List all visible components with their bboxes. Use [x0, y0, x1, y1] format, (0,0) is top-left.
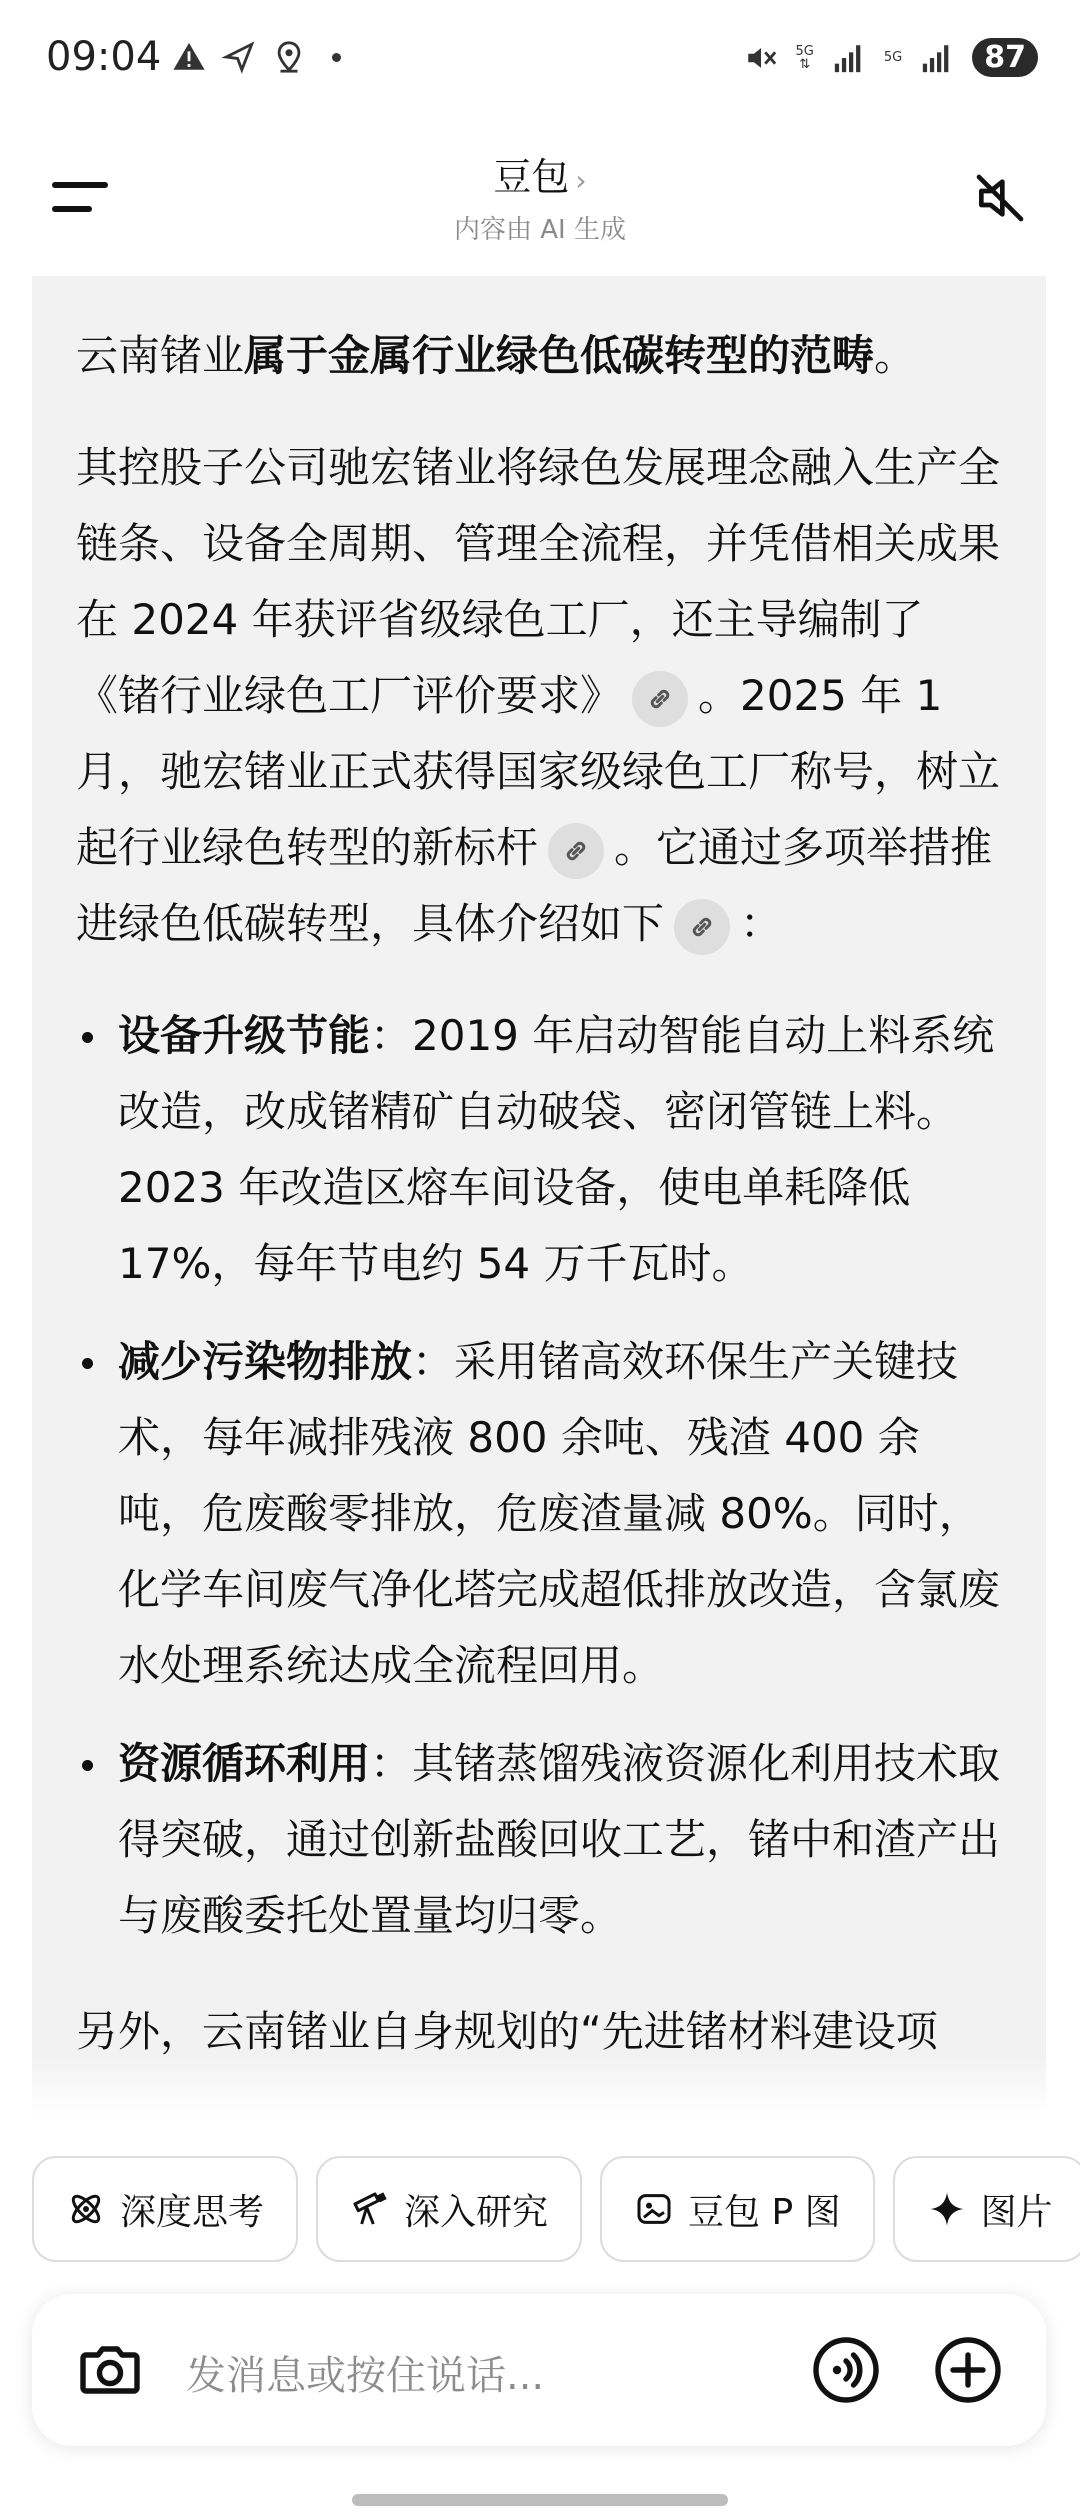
telescope-icon: [350, 2189, 390, 2229]
mute-vibrate-icon: [744, 41, 778, 75]
title-block[interactable]: [0, 146, 1080, 246]
scroll-fade: [32, 2056, 1046, 2116]
quick-action-chips: [32, 2156, 1080, 2262]
message-paragraph-1: 云南锗业属于金属行业绿色低碳转型的范畴。: [76, 331, 917, 380]
reference-link-button[interactable]: [548, 823, 604, 879]
add-button[interactable]: [932, 2334, 1004, 2406]
image-edit-icon: [634, 2189, 674, 2229]
chip-label: 图片: [980, 2191, 1053, 2233]
image-generate-chip[interactable]: [893, 2156, 1080, 2262]
home-indicator[interactable]: [352, 2494, 728, 2506]
assistant-message: [32, 276, 1046, 2116]
list-item: 设备升级节能：2019 年启动智能自动上料系统改造，改成锗精矿自动破袋、密闭管链上料。2023 年改造区熔车间设备，使电单耗降低 17%，每年节电约 54 万千瓦时。: [76, 998, 1002, 1302]
sparkle-icon: [927, 2189, 967, 2229]
link-icon: [686, 911, 718, 943]
message-paragraph-2: 其控股子公司驰宏锗业将绿色发展理念融入生产全链条、设备全周期、管理全流程，并凭借相关成果在 2024 年获评省级绿色工厂，还主导编制了《锗行业绿色工厂评价要求》 。2025 年 1 月，驰宏锗业正式获得国家级绿色工厂称号，树立起行业绿色转型的新标杆 。它通过多项举措推进绿色低碳转型，具体介绍如下 ：: [76, 430, 1002, 962]
network-5g-1: 5G ⇅: [795, 43, 814, 72]
chip-label: 深入研究: [404, 2191, 549, 2233]
signal-icon-2: [920, 41, 954, 75]
link-icon: [644, 683, 676, 715]
chip-label: 豆包 P 图: [688, 2191, 841, 2233]
signal-icon: [832, 41, 866, 75]
warning-icon: [172, 40, 206, 74]
deep-think-chip[interactable]: [32, 2156, 298, 2262]
ai-disclaimer: 内容由 AI 生成: [454, 215, 626, 245]
status-time: 09:04: [46, 34, 162, 80]
speaker-off-button[interactable]: [972, 170, 1028, 226]
send-arrow-icon: [222, 40, 256, 74]
status-bar: [0, 0, 1080, 120]
message-input-bar: [32, 2294, 1046, 2446]
list-item: 减少污染物排放：采用锗高效环保生产关键技术，每年减排残液 800 余吨、残渣 400 余吨，危废酸零排放，危废渣量减 80%。同时，化学车间废气净化塔完成超低排放改造，含氯废水处理系统达成全流程回用。: [76, 1324, 1002, 1704]
chat-header: [0, 130, 1080, 260]
message-input[interactable]: 发消息或按住说话...: [186, 2353, 545, 2399]
camera-button[interactable]: [74, 2334, 146, 2406]
network-5g-2: 5G: [883, 50, 903, 65]
status-system-icons: [744, 38, 1038, 77]
list-item: 资源循环利用：其锗蒸馏残液资源化利用技术取得突破，通过创新盐酸回收工艺，锗中和渣产出与废酸委托处置量均归零。: [76, 1726, 1002, 1954]
notification-dot: [332, 53, 341, 62]
status-notification-icons: [172, 40, 341, 74]
measures-list: [76, 998, 1002, 1954]
page-title: 豆包: [493, 155, 570, 199]
reference-link-button[interactable]: [632, 671, 688, 727]
battery-indicator: 87: [972, 38, 1038, 77]
chip-label: 深度思考: [120, 2191, 265, 2233]
deep-research-chip[interactable]: [316, 2156, 582, 2262]
voice-call-button[interactable]: [810, 2334, 882, 2406]
message-paragraph-3: 另外，云南锗业自身规划的“先进锗材料建设项: [76, 2007, 938, 2056]
location-icon: [272, 40, 306, 74]
chevron-right-icon: ›: [575, 164, 587, 197]
image-edit-chip[interactable]: [600, 2156, 875, 2262]
link-icon: [560, 835, 592, 867]
atom-icon: [66, 2189, 106, 2229]
reference-link-button[interactable]: [674, 899, 730, 955]
